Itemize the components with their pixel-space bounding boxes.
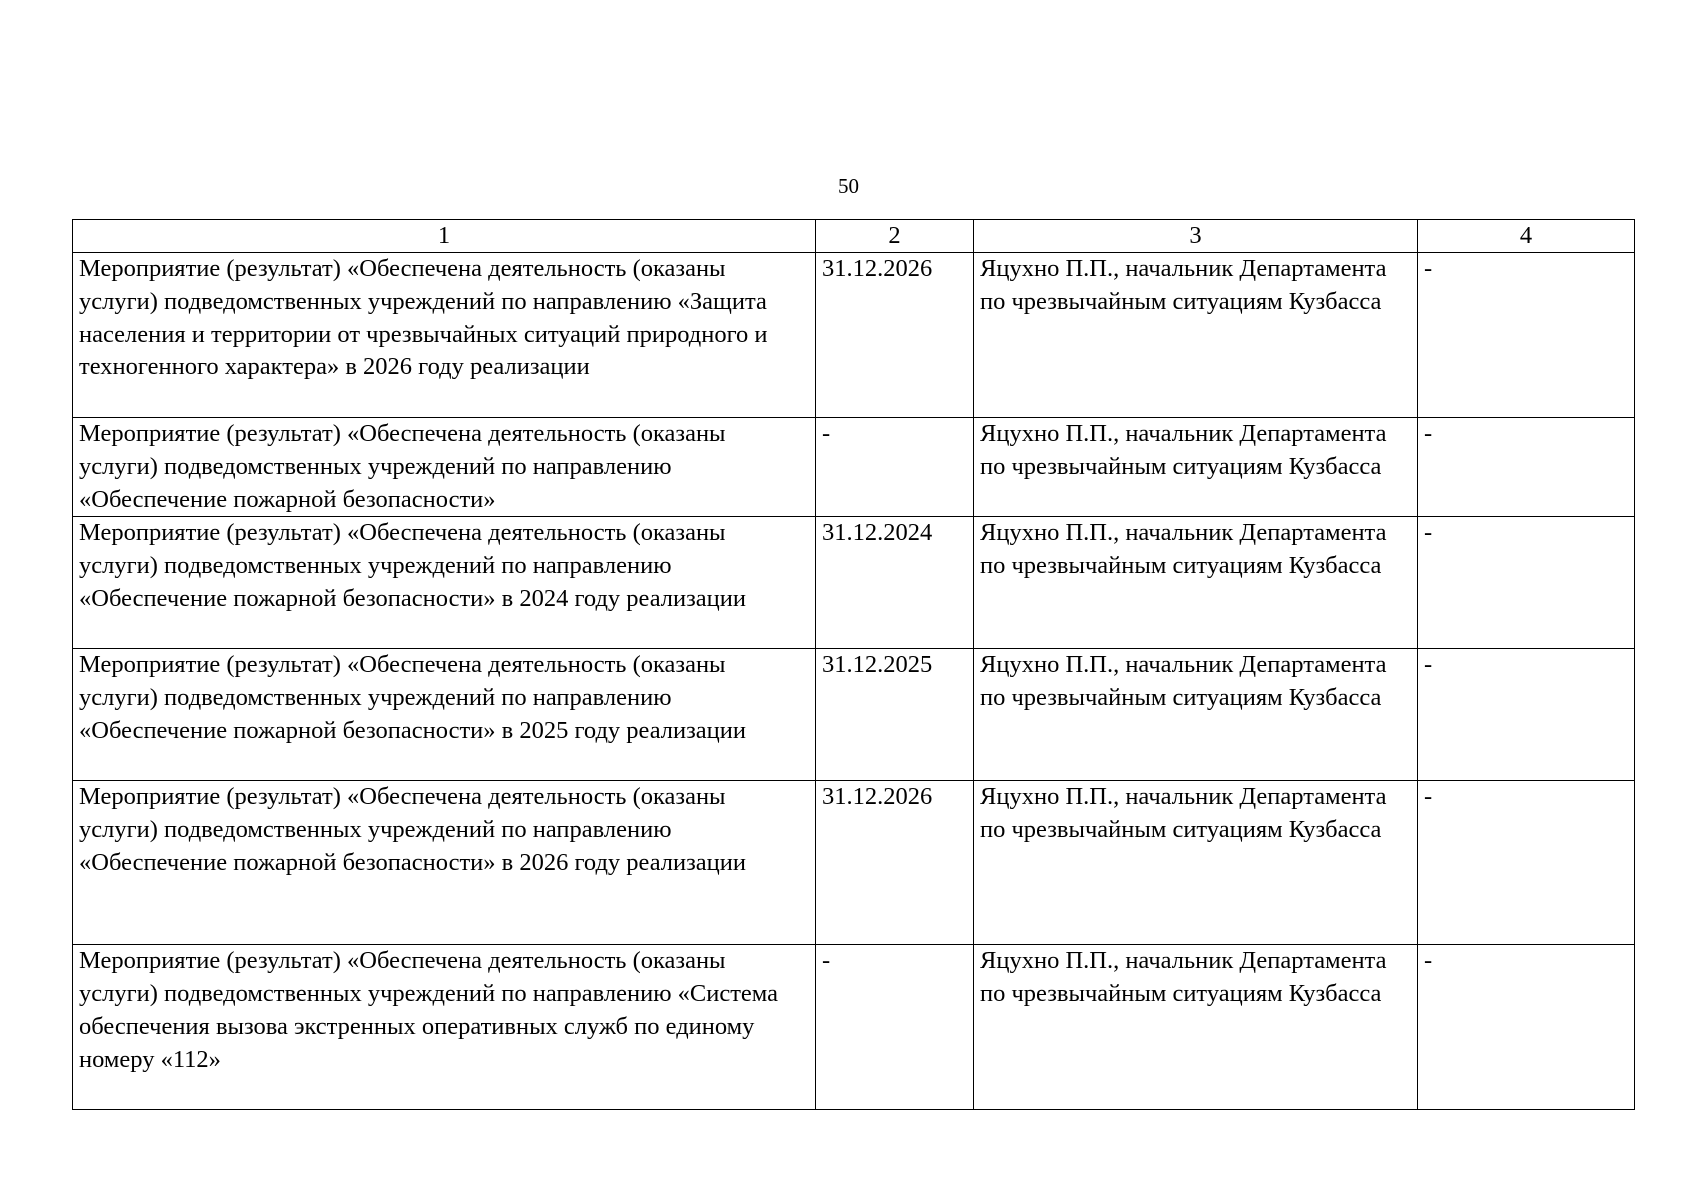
event-cell: Мероприятие (результат) «Обеспечена деятельность (оказаны услуги) подведомственных учреждений по направлению «Обеспечение пожарной безопасности» в 2026 году реализации: [73, 781, 816, 945]
table-header-row: [73, 220, 1635, 253]
table-row: [73, 781, 1635, 945]
table-row: [73, 945, 1635, 1110]
date-cell: -: [816, 945, 974, 1110]
date-cell: 31.12.2026: [816, 253, 974, 418]
event-cell: Мероприятие (результат) «Обеспечена деятельность (оказаны услуги) подведомственных учреждений по направлению «Защита населения и территории от чрезвычайных ситуаций природного и техногенного характера» в 2026 году реализации: [73, 253, 816, 418]
responsible-cell: Яцухно П.П., начальник Департамента по чрезвычайным ситуациям Кузбасса: [974, 649, 1418, 781]
note-cell: -: [1418, 649, 1635, 781]
column-header-4: 4: [1418, 220, 1635, 253]
note-cell: -: [1418, 517, 1635, 649]
event-cell: Мероприятие (результат) «Обеспечена деятельность (оказаны услуги) подведомственных учреждений по направлению «Система обеспечения вызова экстренных оперативных служб по единому номеру «112»: [73, 945, 816, 1110]
note-cell: -: [1418, 945, 1635, 1110]
responsible-cell: Яцухно П.П., начальник Департамента по чрезвычайным ситуациям Кузбасса: [974, 418, 1418, 517]
events-table: [72, 219, 1635, 1110]
note-cell: -: [1418, 418, 1635, 517]
page-number: 50: [838, 174, 859, 198]
date-cell: 31.12.2026: [816, 781, 974, 945]
event-cell: Мероприятие (результат) «Обеспечена деятельность (оказаны услуги) подведомственных учреждений по направлению «Обеспечение пожарной безопасности» в 2024 году реализации: [73, 517, 816, 649]
date-cell: -: [816, 418, 974, 517]
responsible-cell: Яцухно П.П., начальник Департамента по чрезвычайным ситуациям Кузбасса: [974, 517, 1418, 649]
note-cell: -: [1418, 781, 1635, 945]
column-header-3: 3: [974, 220, 1418, 253]
date-cell: 31.12.2025: [816, 649, 974, 781]
table-row: [73, 253, 1635, 418]
event-cell: Мероприятие (результат) «Обеспечена деятельность (оказаны услуги) подведомственных учреждений по направлению «Обеспечение пожарной безопасности» в 2025 году реализации: [73, 649, 816, 781]
responsible-cell: Яцухно П.П., начальник Департамента по чрезвычайным ситуациям Кузбасса: [974, 253, 1418, 418]
table-row: [73, 517, 1635, 649]
column-header-2: 2: [816, 220, 974, 253]
responsible-cell: Яцухно П.П., начальник Департамента по чрезвычайным ситуациям Кузбасса: [974, 781, 1418, 945]
event-cell: Мероприятие (результат) «Обеспечена деятельность (оказаны услуги) подведомственных учреждений по направлению «Обеспечение пожарной безопасности»: [73, 418, 816, 517]
responsible-cell: Яцухно П.П., начальник Департамента по чрезвычайным ситуациям Кузбасса: [974, 945, 1418, 1110]
date-cell: 31.12.2024: [816, 517, 974, 649]
note-cell: -: [1418, 253, 1635, 418]
table-row: [73, 649, 1635, 781]
column-header-1: 1: [73, 220, 816, 253]
table-row: [73, 418, 1635, 517]
